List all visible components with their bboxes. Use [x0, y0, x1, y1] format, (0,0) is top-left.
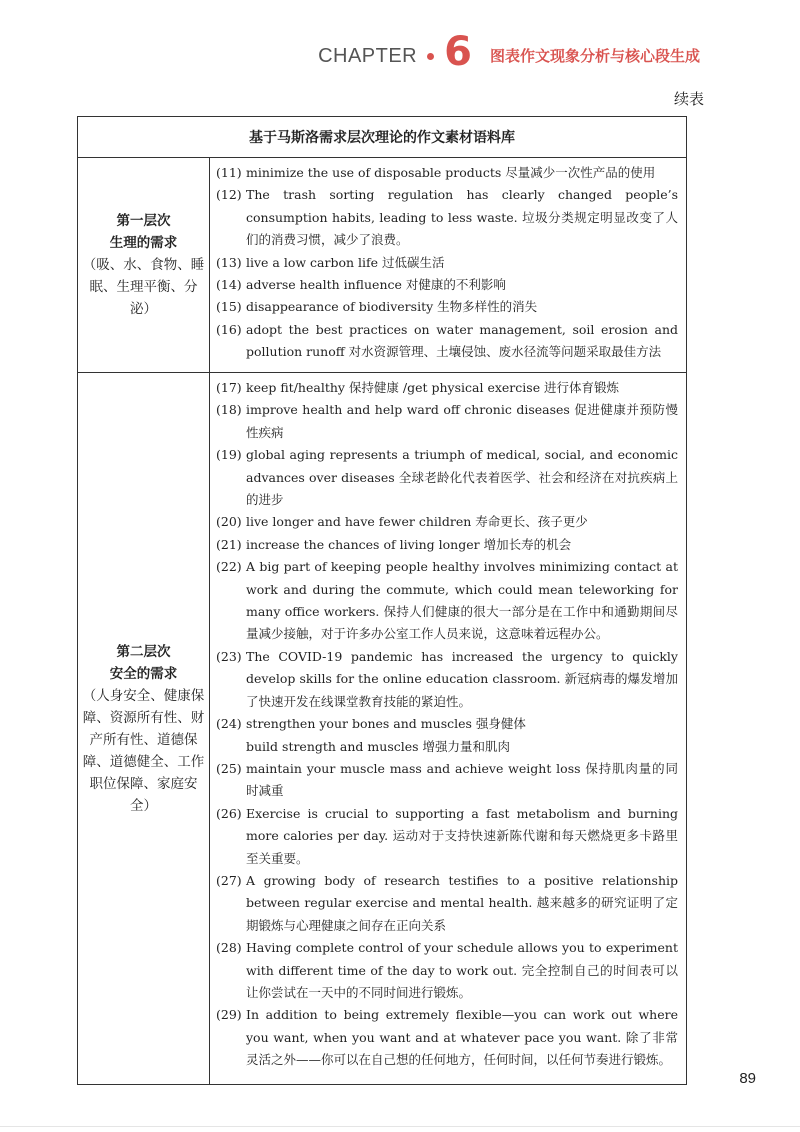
list-item: [216, 162, 678, 184]
table-title: 基于马斯洛需求层次理论的作文素材语料库: [78, 117, 686, 158]
list-item: [216, 803, 678, 870]
chapter-title: 图表作文现象分析与核心段生成: [489, 48, 700, 65]
item-number: (14): [216, 277, 242, 293]
item-number: (29): [216, 1007, 242, 1023]
item-text: global aging represents a triumph of medical, social, and economic advances over diseases 全球老龄化代表着医学、社会和经济在对抗疾病上的进步: [246, 447, 678, 508]
list-item: [216, 646, 678, 713]
chapter-dot-icon: [427, 53, 434, 60]
level-label: 第二层次: [116, 643, 171, 660]
item-number: (25): [216, 760, 242, 776]
row-category: [78, 158, 210, 372]
item-text: adverse health influence 对健康的不利影响: [246, 277, 506, 293]
item-text: disappearance of biodiversity 生物多样性的消失: [246, 299, 538, 315]
item-text: strengthen your bones and muscles 强身健体: [246, 716, 526, 732]
need-label: 生理的需求: [109, 235, 178, 251]
item-text: A big part of keeping people healthy involves minimizing contact at work and during the commute, which could mean teleworking for many office workers. 保持人们健康的很大一部分是在工作中和通勤期间尽量减少接触，对于许多办公室工作人员来说，这意味着远程办公。: [246, 559, 678, 642]
item-number: (12): [216, 187, 242, 203]
list-item: [216, 184, 678, 251]
list-item: [216, 377, 678, 399]
corpus-table: [77, 116, 687, 1085]
item-text: The COVID-19 pandemic has increased the urgency to quickly develop skills for the online education classroom. 新冠病毒的爆发增加了快速开发在线课堂教育技能的紧迫性。: [246, 648, 678, 709]
item-number: (22): [216, 559, 242, 575]
item-number: (21): [216, 536, 242, 552]
item-number: (27): [216, 872, 242, 888]
item-text: minimize the use of disposable products 尽量减少一次性产品的使用: [246, 165, 656, 180]
list-item: [216, 296, 678, 318]
item-text: In addition to being extremely flexible—you can work out where you want, when you want and at whatever pace you want. 除了非常灵活之外——你可以在自己想的任何地方，任何时间，以任何节奏进行锻炼。: [246, 1007, 678, 1068]
item-number: (17): [216, 380, 242, 395]
chapter-header: [318, 29, 700, 75]
row-category: [78, 373, 210, 1084]
item-number: (13): [216, 254, 242, 270]
item-number: (19): [216, 447, 242, 463]
item-text: improve health and help ward off chronic diseases 促进健康并预防慢性疾病: [246, 402, 678, 440]
level-label: 第一层次: [116, 213, 171, 229]
need-details: （吸、水、食物、睡眠、生理平衡、分泌）: [82, 257, 205, 317]
list-item: [216, 252, 678, 274]
item-number: (24): [216, 716, 242, 732]
row-items: [210, 158, 686, 372]
item-number: (18): [216, 402, 242, 418]
item-text: keep fit/healthy 保持健康 /get physical exercise 进行体育锻炼: [246, 380, 620, 395]
list-item: [216, 556, 678, 646]
item-text: Having complete control of your schedule allows you to experiment with different time of the day to work out. 完全控制自己的时间表可以让你尝试在一天中的不同时间进行锻炼。: [246, 940, 678, 1000]
item-text: adopt the best practices on water management, soil erosion and pollution runoff 对水资源管理、土壤侵蚀、废水径流等问题采取最佳方法: [246, 321, 678, 360]
list-item: [216, 444, 678, 511]
list-item: [216, 319, 678, 364]
item-number: (15): [216, 299, 242, 315]
item-text: The trash sorting regulation has clearly changed people’s consumption habits, leading to less waste. 垃圾分类规定明显改变了人们的消费习惯，减少了浪费。: [246, 187, 678, 248]
item-number: (16): [216, 321, 242, 337]
item-number: (11): [216, 165, 242, 180]
list-item: [216, 713, 678, 735]
list-item: [216, 399, 678, 444]
chapter-word: CHAPTER: [318, 45, 418, 67]
item-number: (20): [216, 514, 242, 530]
item-subtext: build strength and muscles 增强力量和肌肉: [246, 738, 511, 754]
table-row: [78, 158, 686, 373]
item-text: maintain your muscle mass and achieve weight loss 保持肌肉量的同时减重: [246, 760, 678, 799]
divider: [0, 1126, 800, 1127]
list-item: [216, 274, 678, 296]
list-item: [216, 534, 678, 556]
item-text: live a low carbon life 过低碳生活: [246, 254, 445, 270]
continued-label: 续表: [673, 90, 704, 108]
list-item: [216, 870, 678, 937]
item-number: (26): [216, 805, 242, 821]
list-item: [216, 937, 678, 1004]
need-details: （人身安全、健康保障、资源所有性、财产所有性、道德保障、道德健全、工作职位保障、家庭安全）: [82, 687, 205, 814]
list-item: [216, 758, 678, 803]
item-text: Exercise is crucial to supporting a fast metabolism and burning more calories per day. 运动对于支持快速新陈代谢和每天燃烧更多卡路里至关重要。: [246, 805, 678, 866]
page-number: 89: [739, 1070, 756, 1087]
item-number: (23): [216, 648, 242, 664]
item-text: increase the chances of living longer 增加长寿的机会: [246, 536, 572, 552]
need-label: 安全的需求: [109, 665, 178, 682]
list-item: [216, 511, 678, 533]
item-text: live longer and have fewer children 寿命更长、孩子更少: [246, 514, 588, 530]
list-item: [216, 1004, 678, 1071]
chapter-number: 6: [444, 29, 472, 75]
row-items: [210, 373, 686, 1084]
item-number: (28): [216, 940, 242, 956]
item-text: A growing body of research testifies to a positive relationship between regular exercise and mental health. 越来越多的研究证明了定期锻炼与心理健康之间存在正向关系: [246, 872, 678, 933]
table-row: [78, 373, 686, 1084]
